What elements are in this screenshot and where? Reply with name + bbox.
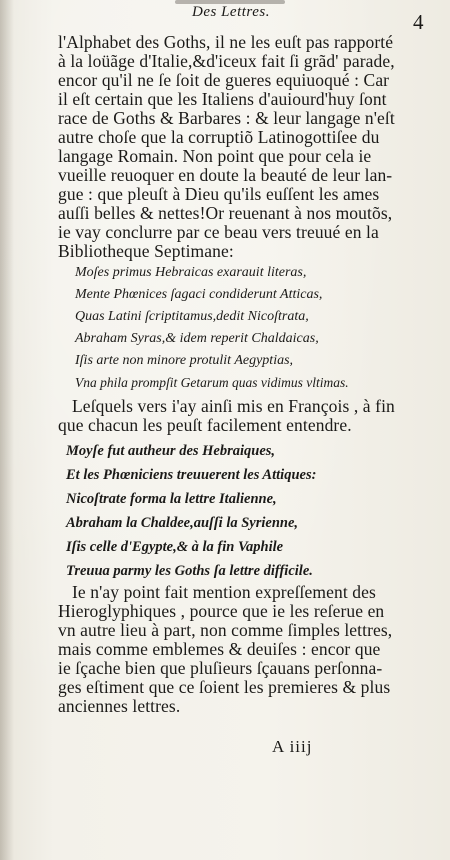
french-verse: Moyſe fut autheur des Hebraiques,: [66, 443, 276, 459]
body-line: Bibliotheque Septimane:: [58, 241, 234, 261]
body-line: il eſt certain que les Italiens d'auiourd'huy ſont: [58, 89, 387, 109]
gutter-shadow: [0, 0, 14, 860]
body-line: que chacun les peuſt facilement entendre.: [58, 415, 352, 435]
latin-verse: Iſis arte non minore protulit Aegyptias,: [75, 353, 294, 368]
french-verse: Et les Phœniciens treuuerent les Attiques:: [66, 467, 317, 483]
body-line: ie vay conclurre par ce beau vers treuué en la: [58, 222, 379, 242]
body-line: anciennes lettres.: [58, 696, 181, 716]
body-line: Hieroglyphiques , pource que ie les reſerue en: [58, 601, 385, 621]
french-verse: Abraham la Chaldee,auſſi la Syrienne,: [66, 515, 299, 531]
running-title: Des Lettres.: [192, 4, 270, 20]
french-verse: Treuua parmy les Goths ſa lettre difficile.: [66, 563, 313, 579]
latin-verse: Abraham Syras,& idem reperit Chaldaicas,: [75, 331, 319, 346]
latin-verse: Quas Latini ſcriptitamus,dedit Nicoſtrata,: [75, 309, 309, 324]
latin-verse: Vna phila prompſit Getarum quas vidimus vltimas.: [75, 375, 349, 390]
body-line: langage Romain. Non point que pour cela ie: [58, 146, 372, 166]
body-line: ges eſtiment que ce ſoient les premieres & plus: [58, 677, 391, 697]
body-line: gue : que pleuſt à Dieu qu'ils euſſent les ames: [58, 184, 380, 204]
body-line: l'Alphabet des Goths, il ne les euſt pas rapporté: [58, 32, 394, 52]
french-verse: Iſis celle d'Egypte,& à la fin Vaphile: [66, 539, 284, 555]
latin-verse: Mente Phœnices ſagaci condiderunt Atticas,: [75, 287, 323, 302]
body-line: Leſquels vers i'ay ainſi mis en François , à fin: [72, 396, 395, 416]
body-line: vueille reuoquer en doute la beauté de leur lan-: [58, 165, 393, 185]
signature-mark: A iiij: [272, 737, 313, 756]
body-line: à la loüãge d'Italie,&d'iceux fait ſi grãd' parade,: [58, 51, 395, 71]
body-line: race de Goths & Barbares : & leur langage n'eſt: [58, 108, 395, 128]
body-line: mais comme emblemes & deuiſes : encor que: [58, 639, 381, 659]
french-verse: Nicoſtrate forma la lettre Italienne,: [66, 491, 277, 507]
body-line: vn autre lieu à part, non comme ſimples lettres,: [58, 620, 393, 640]
latin-verse: Moſes primus Hebraicas exarauit literas,: [75, 265, 307, 280]
page-number: 4: [413, 10, 424, 34]
body-line: autre choſe que la corruptiõ Latinogottiſee du: [58, 127, 380, 147]
body-line: ie ſçache bien que pluſieurs ſçauans perſonna-: [58, 658, 383, 678]
body-line: Ie n'ay point fait mention expreſſement des: [72, 582, 376, 602]
body-line: auſſi belles & nettes!Or reuenant à nos moutõs,: [58, 203, 393, 223]
body-line: encor qu'il ne ſe ſoit de gueres equiuoqué : Car: [58, 70, 390, 90]
